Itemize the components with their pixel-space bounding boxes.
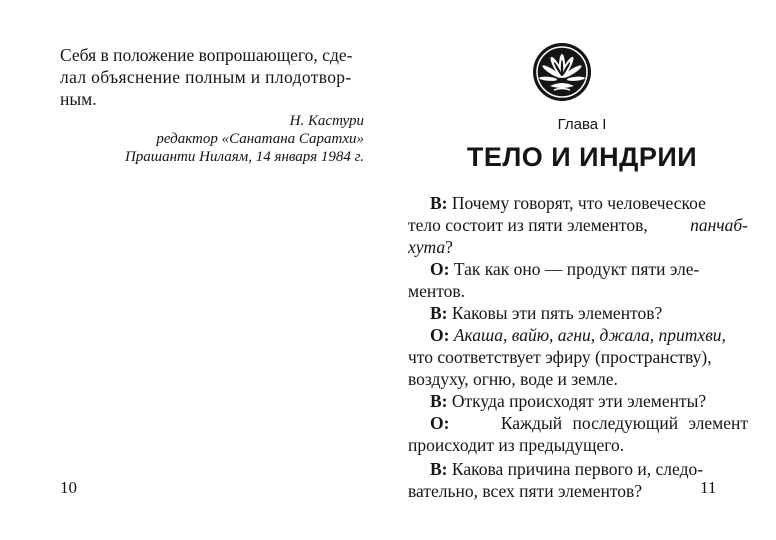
question-line bbox=[408, 236, 453, 258]
question-line bbox=[430, 390, 706, 412]
answer-line bbox=[430, 258, 699, 280]
answer-line bbox=[408, 346, 712, 368]
answer-text: Так как оно — продукт пяти эле- bbox=[453, 259, 700, 279]
question-label: В: bbox=[430, 303, 448, 323]
page-number: 10 bbox=[60, 478, 77, 497]
question-line bbox=[430, 302, 662, 324]
answer-text: что соответствует эфиру (пространству), bbox=[408, 347, 712, 367]
answer-line bbox=[408, 434, 624, 456]
answer-text: ментов. bbox=[408, 281, 466, 301]
answer-text: воздуху, огню, воде и земле. bbox=[408, 369, 618, 389]
text-line bbox=[60, 44, 364, 66]
page-number: 11 bbox=[700, 478, 717, 497]
text-line-content: ным. bbox=[60, 89, 97, 109]
sanskrit-term: панчаб- bbox=[690, 215, 748, 235]
answer-text: происходит из предыдущего. bbox=[408, 435, 625, 455]
question-line bbox=[408, 214, 748, 236]
answer-line bbox=[430, 324, 726, 346]
question-line bbox=[430, 458, 703, 480]
right-page bbox=[388, 0, 776, 540]
text-line-content: лал объяснение полным и плодотвор- bbox=[60, 67, 352, 87]
signature-role: редактор «Санатана Саратхи» bbox=[156, 131, 364, 147]
lotus-emblem-icon bbox=[532, 42, 592, 102]
question-text: Каковы эти пять элементов? bbox=[451, 303, 663, 323]
question-text: Какова причина первого и, следо- bbox=[451, 459, 704, 479]
chapter-title: ТЕЛО И ИНДРИИ bbox=[466, 142, 698, 172]
question-first-line bbox=[408, 192, 706, 214]
text-line bbox=[60, 66, 352, 88]
question-label: В: bbox=[430, 459, 448, 479]
question-label: В: bbox=[430, 193, 448, 213]
answer-line bbox=[408, 368, 618, 390]
answer-text: Каждый последующий элемент bbox=[500, 413, 748, 433]
question-line bbox=[408, 480, 642, 502]
question-text: Откуда происходят эти элементы? bbox=[451, 391, 707, 411]
question-label: В: bbox=[430, 391, 448, 411]
sanskrit-terms: Акаша, вайю, агни, джала, притхви, bbox=[453, 325, 726, 345]
question-text: вательно, всех пяти элементов? bbox=[408, 481, 643, 501]
question-line bbox=[408, 192, 748, 214]
question-text: Почему говорят, что человеческое bbox=[451, 193, 706, 213]
sanskrit-term: хута bbox=[408, 237, 446, 257]
question-text: ? bbox=[445, 237, 453, 257]
answer-label: О: bbox=[430, 259, 450, 279]
text-line bbox=[60, 88, 97, 110]
signature-place-date: Прашанти Нилаям, 14 января 1984 г. bbox=[124, 149, 364, 165]
answer-label: О: bbox=[430, 413, 450, 433]
question-text: тело состоит из пяти элементов, bbox=[408, 215, 648, 235]
text-line-content: Себя в положение вопрошающего, сде- bbox=[60, 45, 353, 65]
signature-name: Н. Кастури bbox=[289, 113, 364, 129]
answer-label: О: bbox=[430, 325, 450, 345]
chapter-label: Глава I bbox=[557, 116, 607, 133]
answer-line bbox=[430, 412, 748, 434]
answer-line bbox=[408, 280, 465, 302]
